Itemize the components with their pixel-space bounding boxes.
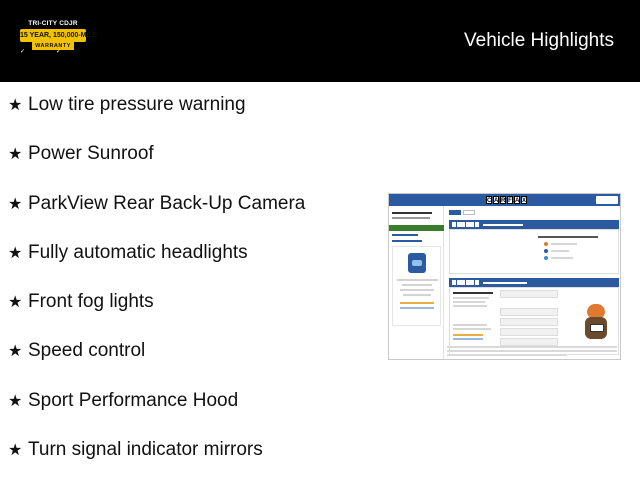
- carfax-sidebar: [389, 206, 444, 360]
- list-item: [8, 242, 305, 291]
- list-item: [8, 439, 305, 480]
- tab: [463, 210, 475, 215]
- carfax-mini-logo: [452, 222, 479, 227]
- feature-label: Speed control: [28, 340, 146, 362]
- tab-active: [449, 210, 461, 215]
- history-row: [500, 308, 558, 316]
- carfax-nav-item: [392, 240, 422, 242]
- check-icon: ✓: [20, 49, 26, 55]
- carfax-logo-letter: R: [501, 198, 506, 204]
- list-item: [8, 143, 305, 192]
- carfax-logo-letter: F: [508, 198, 512, 204]
- panel-line: [551, 257, 573, 259]
- panel-line: [538, 236, 598, 238]
- star-icon: ★: [8, 195, 23, 213]
- feature-label: Power Sunroof: [28, 143, 154, 165]
- carfax-badge-icon: [408, 253, 426, 273]
- star-icon: ★: [8, 442, 23, 460]
- history-row: [500, 318, 558, 326]
- history-report-label: [483, 282, 527, 284]
- dealer-line: [402, 284, 432, 286]
- carfax-logo-letter: A: [494, 198, 499, 204]
- list-item: [8, 340, 305, 389]
- panel-line: [551, 250, 569, 252]
- dealer-link-line: [400, 307, 434, 309]
- carfax-logo: [486, 196, 528, 204]
- carfax-report-thumbnail[interactable]: [388, 193, 621, 360]
- carfax-share-button: [596, 196, 618, 204]
- feature-label: Sport Performance Hood: [28, 389, 239, 411]
- list-item: [8, 291, 305, 340]
- star-icon: ★: [8, 97, 23, 114]
- footer-line: [447, 350, 617, 352]
- carfax-nav-active: [389, 225, 444, 231]
- feature-label: Turn signal indicator mirrors: [28, 439, 263, 461]
- dealer-warranty-logo: [18, 20, 98, 56]
- panel-line: [453, 338, 483, 340]
- carfax-vehicle-title-bar: [392, 212, 432, 214]
- carfox-sign: [590, 324, 604, 332]
- panel-line: [453, 301, 485, 303]
- carfax-dealer-card: [392, 246, 441, 326]
- value-report-bar: [449, 220, 619, 229]
- value-report-label: [483, 224, 523, 226]
- panel-line: [453, 297, 489, 299]
- logo-checkmarks: [18, 48, 88, 56]
- carfax-logo-letter: C: [487, 198, 492, 204]
- star-icon: ★: [8, 244, 23, 262]
- feature-label: Fully automatic headlights: [28, 241, 248, 263]
- dealer-line: [397, 279, 438, 281]
- list-item: [8, 390, 305, 439]
- history-row: [500, 328, 558, 336]
- footer-line: [447, 346, 617, 348]
- carfax-logo-letter: X: [522, 198, 527, 204]
- carfax-logo-letter: A: [515, 198, 520, 204]
- panel-line: [551, 243, 577, 245]
- dealer-line: [400, 289, 434, 291]
- value-report-panel: [449, 229, 619, 274]
- history-row: [500, 338, 558, 346]
- panel-line: [453, 292, 493, 294]
- list-item: [8, 94, 305, 143]
- footer-line: [447, 354, 567, 356]
- check-icon: ✓: [56, 49, 62, 55]
- star-icon: ★: [8, 392, 23, 410]
- logo-warranty-word: WARRANTY: [32, 42, 74, 50]
- carfax-top-bar: [389, 194, 621, 206]
- logo-warranty-band: 15 YEAR, 150,000-MILE: [20, 29, 86, 42]
- dealer-line: [403, 294, 431, 296]
- feature-list: [8, 94, 305, 480]
- list-item: [8, 193, 305, 242]
- dot-icon: [544, 256, 548, 260]
- star-icon: ★: [8, 146, 23, 164]
- dealer-rating-line: [400, 302, 434, 304]
- header-bar: [0, 0, 640, 82]
- history-report-bar: [449, 278, 619, 287]
- feature-label: Low tire pressure warning: [28, 94, 246, 115]
- dot-icon: [544, 249, 548, 253]
- carfax-tabs: [449, 210, 475, 215]
- feature-label: ParkView Rear Back-Up Camera: [28, 192, 306, 214]
- logo-dealer-name: TRI-CITY CDJR: [28, 20, 78, 27]
- carfax-mini-logo: [452, 280, 479, 285]
- dot-icon: [544, 242, 548, 246]
- carfax-nav-item: [392, 234, 418, 236]
- star-icon: ★: [8, 294, 23, 312]
- carfax-vin-bar: [392, 217, 430, 219]
- carfox-mascot-icon: [581, 302, 611, 342]
- feature-label: Front fog lights: [28, 291, 154, 313]
- panel-line: [453, 334, 483, 336]
- panel-line: [453, 328, 491, 330]
- history-row: [500, 290, 558, 298]
- page-title: Vehicle Highlights: [464, 30, 614, 51]
- star-icon: ★: [8, 343, 23, 361]
- panel-line: [453, 305, 487, 307]
- panel-line: [453, 324, 487, 326]
